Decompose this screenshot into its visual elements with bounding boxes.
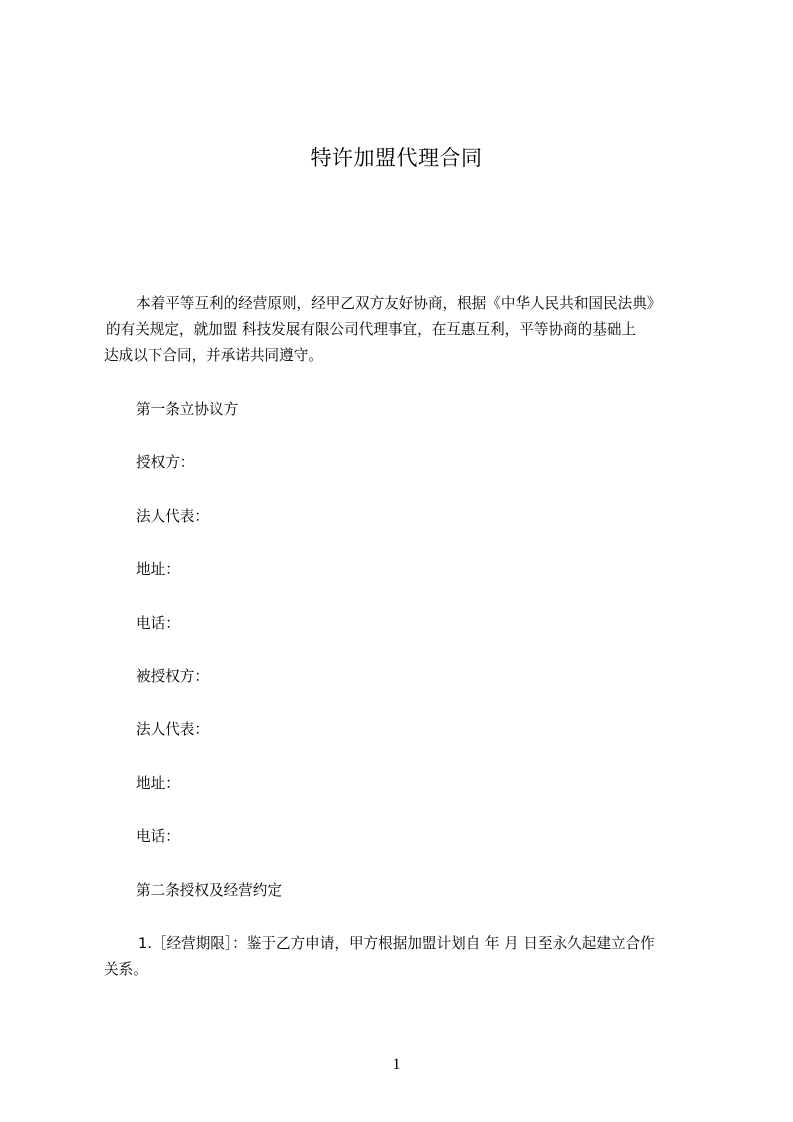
intro-line-1: 本着平等互利的经营原则，经甲乙双方友好协商，根据《中华人民共和国民法典》 [136,295,662,312]
grantor-phone-label: 电话： [136,615,180,632]
grantor-label: 授权方： [136,454,195,471]
grantee-phone-label: 电话： [136,828,180,845]
grantee-rep-label: 法人代表： [136,721,209,738]
article2-heading: 第二条授权及经营约定 [136,882,282,899]
intro-line-3: 达成以下合同，并承诺共同遵守。 [104,347,323,364]
grantor-rep-label: 法人代表： [136,508,209,525]
document-title: 特许加盟代理合同 [310,146,483,170]
clause1-line-1: 1.［经营期限］：鉴于乙方申请，甲方根据加盟计划自 年 月 日至永久起建立合作 [138,935,655,952]
grantee-address-label: 地址： [136,775,180,792]
article1-heading: 第一条立协议方 [136,401,239,418]
page-number: 1 [392,1056,401,1073]
clause1-line-2: 关系。 [104,961,148,978]
intro-line-2: 的有关规定，就加盟 科技发展有限公司代理事宜，在互惠互利，平等协商的基础上 [106,321,637,338]
grantee-label: 被授权方： [136,668,209,685]
grantor-address-label: 地址： [136,561,180,578]
